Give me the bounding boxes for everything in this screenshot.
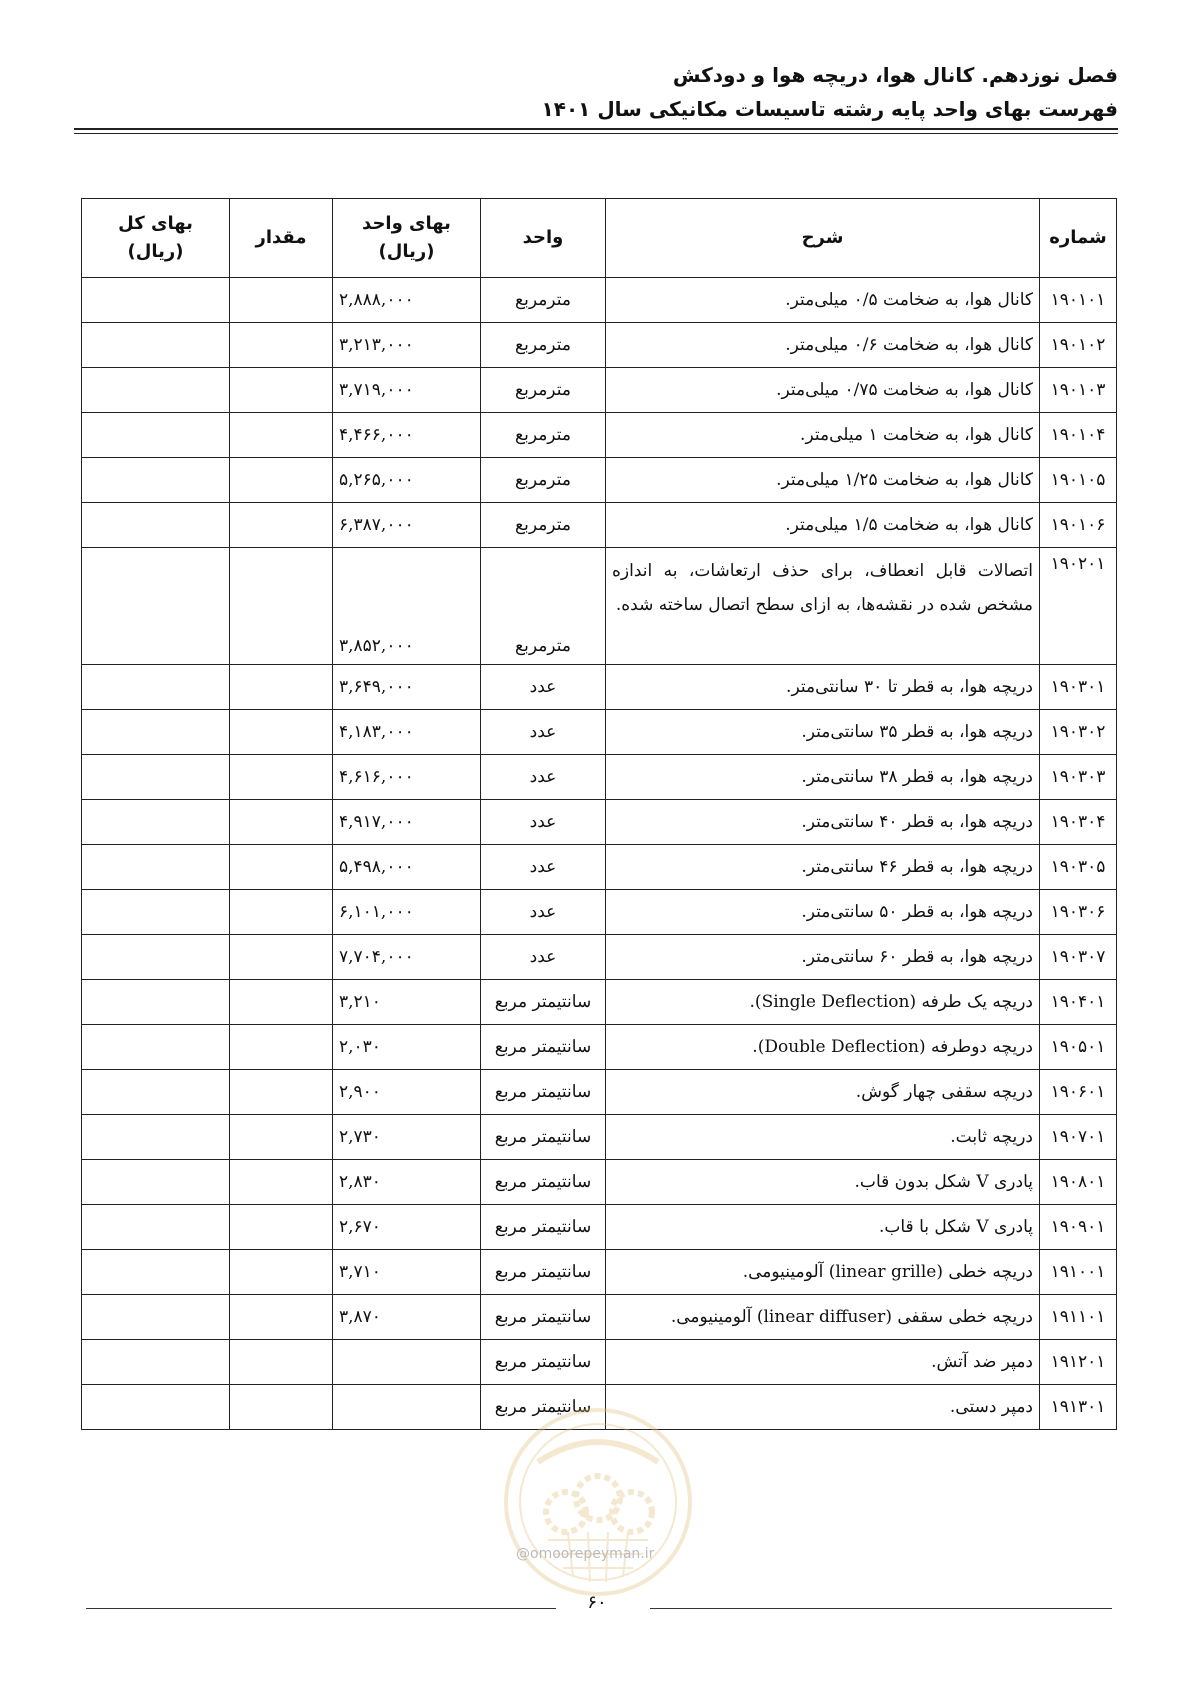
item-quantity [230, 1385, 333, 1430]
item-code: ۱۹۰۳۰۳ [1040, 755, 1117, 800]
item-unit: مترمربع [481, 503, 606, 548]
item-total-price [82, 665, 230, 710]
item-unit: مترمربع [481, 458, 606, 503]
item-unit-price: ۳,۲۱۳,۰۰۰ [333, 323, 481, 368]
item-code: ۱۹۰۹۰۱ [1040, 1205, 1117, 1250]
item-description: دریچه هوا، به قطر ۳۸ سانتی‌متر. [606, 755, 1040, 800]
item-unit-price: ۴,۱۸۳,۰۰۰ [333, 710, 481, 755]
item-unit: عدد [481, 845, 606, 890]
col-header-unit-price [333, 199, 481, 278]
header-divider [74, 128, 1118, 130]
item-unit-price: ۲,۶۷۰ [333, 1205, 481, 1250]
item-quantity [230, 890, 333, 935]
item-unit-price: ۲,۸۳۰ [333, 1160, 481, 1205]
page-header [74, 58, 1118, 126]
table-row [82, 755, 1117, 800]
item-unit-price: ۳,۸۵۲,۰۰۰ [333, 548, 481, 665]
item-total-price [82, 1115, 230, 1160]
item-quantity [230, 458, 333, 503]
omoorepeyman-logo-watermark [498, 1402, 698, 1602]
item-quantity [230, 1070, 333, 1115]
item-total-price [82, 548, 230, 665]
item-unit-price: ۵,۲۶۵,۰۰۰ [333, 458, 481, 503]
table-row [82, 665, 1117, 710]
table-row [82, 458, 1117, 503]
item-total-price [82, 458, 230, 503]
col-header-quantity: مقدار [230, 199, 333, 278]
item-description: دریچه سقفی چهار گوش. [606, 1070, 1040, 1115]
item-unit-price [333, 1385, 481, 1430]
item-unit: سانتیمتر مربع [481, 1295, 606, 1340]
table-row [82, 1205, 1117, 1250]
item-code: ۱۹۰۳۰۷ [1040, 935, 1117, 980]
col-header-total-price: بهای کل (ریال) [82, 199, 230, 278]
item-unit: مترمربع [481, 368, 606, 413]
item-code: ۱۹۰۳۰۴ [1040, 800, 1117, 845]
document-title: فهرست بهای واحد پایه رشته تاسیسات مکانیکی سال ۱۴۰۱ [541, 97, 1118, 121]
item-total-price [82, 1205, 230, 1250]
item-unit-price: ۳,۸۷۰ [333, 1295, 481, 1340]
item-code: ۱۹۰۱۰۳ [1040, 368, 1117, 413]
item-description: کانال هوا، به ضخامت ۰/۵ میلی‌متر. [606, 278, 1040, 323]
item-total-price [82, 710, 230, 755]
item-quantity [230, 1250, 333, 1295]
item-total-price [82, 1025, 230, 1070]
item-quantity [230, 1115, 333, 1160]
item-unit: عدد [481, 665, 606, 710]
item-unit: سانتیمتر مربع [481, 1160, 606, 1205]
item-total-price [82, 1295, 230, 1340]
item-total-price [82, 1160, 230, 1205]
item-description: دریچه ثابت. [606, 1115, 1040, 1160]
item-description: دریچه هوا، به قطر تا ۳۰ سانتی‌متر. [606, 665, 1040, 710]
table-row [82, 800, 1117, 845]
table-row [82, 1160, 1117, 1205]
item-description: پادری V شکل بدون قاب. [606, 1160, 1040, 1205]
item-quantity [230, 980, 333, 1025]
item-code: ۱۹۰۵۰۱ [1040, 1025, 1117, 1070]
price-list-table [81, 198, 1117, 1430]
item-total-price [82, 890, 230, 935]
chapter-title: فصل نوزدهم. کانال هوا، دریچه هوا و دودکش [672, 63, 1118, 87]
table-row [82, 1070, 1117, 1115]
item-description: دریچه هوا، به قطر ۶۰ سانتی‌متر. [606, 935, 1040, 980]
item-quantity [230, 710, 333, 755]
item-unit-price: ۷,۷۰۴,۰۰۰ [333, 935, 481, 980]
item-quantity [230, 323, 333, 368]
item-unit: عدد [481, 890, 606, 935]
item-description: پادری V شکل با قاب. [606, 1205, 1040, 1250]
item-unit-price: ۴,۶۱۶,۰۰۰ [333, 755, 481, 800]
item-quantity [230, 1295, 333, 1340]
item-total-price [82, 755, 230, 800]
item-quantity [230, 1205, 333, 1250]
item-unit: سانتیمتر مربع [481, 1385, 606, 1430]
col-header-description: شرح [606, 199, 1040, 278]
item-unit-price: ۴,۹۱۷,۰۰۰ [333, 800, 481, 845]
col-header-unit-price-label: بهای واحد [362, 213, 451, 234]
item-quantity [230, 755, 333, 800]
item-total-price [82, 413, 230, 458]
table-row [82, 1250, 1117, 1295]
item-description: دریچه هوا، به قطر ۴۶ سانتی‌متر. [606, 845, 1040, 890]
item-total-price [82, 368, 230, 413]
page-number: ۶۰ [587, 1592, 607, 1613]
item-description: دریچه خطی سقفی (linear diffuser) آلومینیومی. [606, 1295, 1040, 1340]
item-quantity [230, 503, 333, 548]
table-row [82, 1115, 1117, 1160]
item-unit-price: ۴,۴۶۶,۰۰۰ [333, 413, 481, 458]
item-description: کانال هوا، به ضخامت ۱/۲۵ میلی‌متر. [606, 458, 1040, 503]
item-code: ۱۹۰۳۰۶ [1040, 890, 1117, 935]
item-unit-price: ۲,۰۳۰ [333, 1025, 481, 1070]
item-code: ۱۹۰۴۰۱ [1040, 980, 1117, 1025]
item-unit-price: ۳,۷۱۹,۰۰۰ [333, 368, 481, 413]
item-code: ۱۹۰۸۰۱ [1040, 1160, 1117, 1205]
table-row [82, 1295, 1117, 1340]
item-total-price [82, 278, 230, 323]
col-header-unit-price-currency: (ریال) [378, 241, 435, 262]
item-total-price [82, 503, 230, 548]
table-row [82, 980, 1117, 1025]
item-unit: مترمربع [481, 278, 606, 323]
item-unit: مترمربع [481, 413, 606, 458]
item-unit-price: ۳,۶۴۹,۰۰۰ [333, 665, 481, 710]
item-description: کانال هوا، به ضخامت ۱ میلی‌متر. [606, 413, 1040, 458]
item-unit: عدد [481, 755, 606, 800]
item-code: ۱۹۱۳۰۱ [1040, 1385, 1117, 1430]
item-unit-price: ۵,۴۹۸,۰۰۰ [333, 845, 481, 890]
item-description: دمپر دستی. [606, 1385, 1040, 1430]
item-unit-price: ۶,۱۰۱,۰۰۰ [333, 890, 481, 935]
item-unit: سانتیمتر مربع [481, 1115, 606, 1160]
item-description: دریچه هوا، به قطر ۵۰ سانتی‌متر. [606, 890, 1040, 935]
item-description: کانال هوا، به ضخامت ۱/۵ میلی‌متر. [606, 503, 1040, 548]
item-code: ۱۹۰۶۰۱ [1040, 1070, 1117, 1115]
item-code: ۱۹۰۳۰۱ [1040, 665, 1117, 710]
item-unit: سانتیمتر مربع [481, 1340, 606, 1385]
item-total-price [82, 1340, 230, 1385]
item-code: ۱۹۰۱۰۶ [1040, 503, 1117, 548]
item-code: ۱۹۰۱۰۱ [1040, 278, 1117, 323]
item-description: دریچه یک طرفه (Single Deflection). [606, 980, 1040, 1025]
table-row [82, 413, 1117, 458]
item-description: دریچه دوطرفه (Double Deflection). [606, 1025, 1040, 1070]
item-code: ۱۹۱۲۰۱ [1040, 1340, 1117, 1385]
table-row [82, 368, 1117, 413]
item-description: دریچه هوا، به قطر ۴۰ سانتی‌متر. [606, 800, 1040, 845]
item-unit: مترمربع [481, 548, 606, 665]
item-quantity [230, 845, 333, 890]
item-total-price [82, 1070, 230, 1115]
item-unit: سانتیمتر مربع [481, 1025, 606, 1070]
item-quantity [230, 935, 333, 980]
item-unit: عدد [481, 800, 606, 845]
item-quantity [230, 1160, 333, 1205]
item-code: ۱۹۰۲۰۱ [1040, 548, 1117, 665]
item-quantity [230, 1025, 333, 1070]
item-unit-price: ۳,۲۱۰ [333, 980, 481, 1025]
item-code: ۱۹۱۱۰۱ [1040, 1295, 1117, 1340]
col-header-unit: واحد [481, 199, 606, 278]
item-unit-price: ۲,۷۳۰ [333, 1115, 481, 1160]
item-code: ۱۹۱۰۰۱ [1040, 1250, 1117, 1295]
item-code: ۱۹۰۱۰۵ [1040, 458, 1117, 503]
item-quantity [230, 548, 333, 665]
item-unit: سانتیمتر مربع [481, 980, 606, 1025]
item-quantity [230, 665, 333, 710]
item-unit-price: ۳,۷۱۰ [333, 1250, 481, 1295]
item-unit: سانتیمتر مربع [481, 1205, 606, 1250]
item-code: ۱۹۰۳۰۲ [1040, 710, 1117, 755]
item-code: ۱۹۰۱۰۲ [1040, 323, 1117, 368]
table-row [82, 1025, 1117, 1070]
item-total-price [82, 1385, 230, 1430]
item-description: دریچه خطی (linear grille) آلومینیومی. [606, 1250, 1040, 1295]
table-row [82, 323, 1117, 368]
table-row [82, 710, 1117, 755]
item-quantity [230, 1340, 333, 1385]
table-header-row [82, 199, 1117, 278]
header-divider-thin [74, 133, 1118, 134]
item-description: کانال هوا، به ضخامت ۰/۷۵ میلی‌متر. [606, 368, 1040, 413]
item-quantity [230, 368, 333, 413]
watermark-url: @omoorepeyman.ir [516, 1546, 655, 1562]
item-code: ۱۹۰۱۰۴ [1040, 413, 1117, 458]
item-unit-price: ۲,۹۰۰ [333, 1070, 481, 1115]
table-row [82, 1340, 1117, 1385]
item-quantity [230, 800, 333, 845]
col-header-code: شماره [1040, 199, 1117, 278]
item-description: دمپر ضد آتش. [606, 1340, 1040, 1385]
item-total-price [82, 323, 230, 368]
item-unit: مترمربع [481, 323, 606, 368]
item-unit: عدد [481, 710, 606, 755]
item-quantity [230, 278, 333, 323]
item-total-price [82, 935, 230, 980]
item-unit-price: ۲,۸۸۸,۰۰۰ [333, 278, 481, 323]
table-row [82, 890, 1117, 935]
item-description: اتصالات قابل انعطاف، برای حذف ارتعاشات، به اندازه مشخص شده در نقشه‌ها، به ازای سطح اتصال ساخته شده. [606, 548, 1040, 665]
table-row [82, 845, 1117, 890]
footer-rule-left [86, 1608, 556, 1609]
table-row [82, 935, 1117, 980]
table-row [82, 278, 1117, 323]
item-code: ۱۹۰۳۰۵ [1040, 845, 1117, 890]
item-quantity [230, 413, 333, 458]
item-total-price [82, 1250, 230, 1295]
item-unit-price: ۶,۳۸۷,۰۰۰ [333, 503, 481, 548]
item-code: ۱۹۰۷۰۱ [1040, 1115, 1117, 1160]
table-row [82, 548, 1117, 665]
item-unit: عدد [481, 935, 606, 980]
item-description: دریچه هوا، به قطر ۳۵ سانتی‌متر. [606, 710, 1040, 755]
item-description: کانال هوا، به ضخامت ۰/۶ میلی‌متر. [606, 323, 1040, 368]
item-total-price [82, 845, 230, 890]
item-total-price [82, 980, 230, 1025]
item-total-price [82, 800, 230, 845]
footer-rule-right [650, 1608, 1112, 1609]
item-unit: سانتیمتر مربع [481, 1070, 606, 1115]
item-unit: سانتیمتر مربع [481, 1250, 606, 1295]
item-unit-price [333, 1340, 481, 1385]
table-row [82, 503, 1117, 548]
